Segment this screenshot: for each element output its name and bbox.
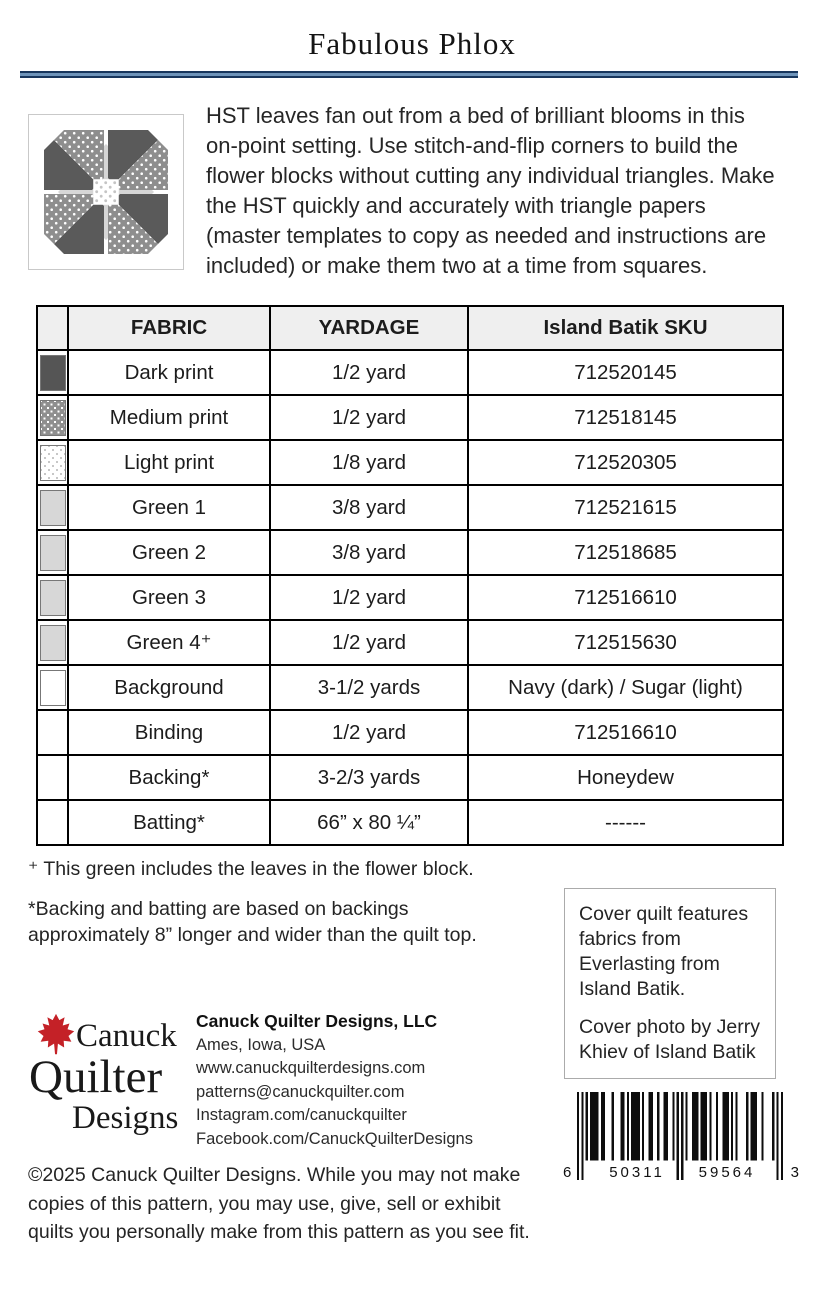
- sku-cell: 712520145: [468, 350, 783, 395]
- yardage-cell: 3-2/3 yards: [270, 755, 468, 800]
- logo-word-canuck: Canuck: [76, 1018, 177, 1054]
- fabric-cell: Dark print: [68, 350, 270, 395]
- barcode-group1: 50311: [598, 1164, 676, 1181]
- sku-cell: 712516610: [468, 710, 783, 755]
- yardage-cell: 66” x 80 ¼”: [270, 800, 468, 845]
- fabric-table: [36, 305, 784, 846]
- swatch-cell: [37, 710, 68, 755]
- fabric-swatch: [40, 670, 66, 706]
- barcode-group2: 59564: [688, 1164, 766, 1181]
- fabric-cell: Batting*: [68, 800, 270, 845]
- table-row: [37, 350, 783, 395]
- title-divider-rule: [20, 71, 798, 79]
- logo-word-quilter: Quilter: [29, 1051, 163, 1103]
- fabric-swatch: [40, 445, 66, 481]
- swatch-cell: [37, 620, 68, 665]
- yardage-cell: 1/2 yard: [270, 350, 468, 395]
- sku-cell: Navy (dark) / Sugar (light): [468, 665, 783, 710]
- sku-cell: 712518685: [468, 530, 783, 575]
- yardage-cell: 1/2 yard: [270, 710, 468, 755]
- swatch-cell: [37, 530, 68, 575]
- sku-cell: 712520305: [468, 440, 783, 485]
- sku-cell: 712516610: [468, 575, 783, 620]
- fabric-cell: Medium print: [68, 395, 270, 440]
- fabric-swatch: [40, 580, 66, 616]
- fabric-cell: Light print: [68, 440, 270, 485]
- fabric-cell: Green 4⁺: [68, 620, 270, 665]
- upc-barcode: [563, 1092, 800, 1188]
- cover-photo-credit: Cover photo by Jerry Khiev of Island Batik: [579, 1016, 760, 1063]
- publisher-email: patterns@canuckquilter.com: [196, 1082, 405, 1101]
- intro-section: [28, 101, 796, 281]
- swatch-cell: [37, 485, 68, 530]
- backing-footnote: *Backing and batting are based on backings approximately 8” longer and wider than the quilt top.: [28, 898, 477, 946]
- yardage-cell: 1/8 yard: [270, 440, 468, 485]
- fabric-cell: Backing*: [68, 755, 270, 800]
- swatch-column-header: [37, 306, 68, 350]
- publisher-block: [28, 1008, 564, 1151]
- fabric-swatch: [40, 535, 66, 571]
- fabric-column-header: FABRIC: [68, 306, 270, 350]
- table-row: [37, 395, 783, 440]
- swatch-cell: [37, 665, 68, 710]
- table-row: [37, 665, 783, 710]
- sku-cell: ------: [468, 800, 783, 845]
- fabric-swatch: [40, 625, 66, 661]
- yardage-cell: 1/2 yard: [270, 395, 468, 440]
- yardage-column-header: YARDAGE: [270, 306, 468, 350]
- publisher-website: www.canuckquilterdesigns.com: [196, 1059, 426, 1077]
- quilt-block-image: [36, 122, 176, 262]
- yardage-cell: 3/8 yard: [270, 530, 468, 575]
- yardage-cell: 1/2 yard: [270, 575, 468, 620]
- logo-word-designs: Designs: [72, 1100, 179, 1136]
- table-row: [37, 755, 783, 800]
- sku-cell: Honeydew: [468, 755, 783, 800]
- cover-note-box: [564, 888, 776, 1079]
- fabric-swatch: [40, 490, 66, 526]
- table-row: [37, 620, 783, 665]
- bottom-section: [28, 856, 800, 1247]
- swatch-cell: [37, 440, 68, 485]
- page-title: Fabulous Phlox: [308, 26, 516, 61]
- publisher-location: Ames, Iowa, USA: [196, 1035, 326, 1054]
- contact-info: [196, 1008, 473, 1151]
- fabric-cell: Green 1: [68, 485, 270, 530]
- yardage-cell: 3-1/2 yards: [270, 665, 468, 710]
- publisher-instagram: Instagram.com/canuckquilter: [196, 1106, 407, 1124]
- publisher-name: Canuck Quilter Designs, LLC: [196, 1011, 438, 1031]
- table-row: [37, 440, 783, 485]
- sku-cell: 712521615: [468, 485, 783, 530]
- fabric-cell: Green 3: [68, 575, 270, 620]
- fabric-swatch: [40, 400, 66, 436]
- sku-column-header: Island Batik SKU: [468, 306, 783, 350]
- intro-description: HST leaves fan out from a bed of brilliant blooms in this on-point setting. Use stitch-and-flip corners to build the flower blocks without cutting any individual triangles. Make the HST quickly and accurately with triangle papers (master templates to copy as needed and instructions are included) or make them two at a time from squares.: [206, 103, 775, 278]
- sku-cell: 712518145: [468, 395, 783, 440]
- copyright-text: ©2025 Canuck Quilter Designs. While you may not make copies of this pattern, you may use, give, sell or exhibit quilts you personally make from this pattern as you see fit.: [28, 1164, 530, 1243]
- barcode-left-digit: 6: [563, 1164, 573, 1181]
- yardage-cell: 3/8 yard: [270, 485, 468, 530]
- fabric-cell: Binding: [68, 710, 270, 755]
- swatch-cell: [37, 800, 68, 845]
- barcode-right-digit: 3: [790, 1164, 800, 1181]
- sku-cell: 712515630: [468, 620, 783, 665]
- table-header-row: [37, 306, 783, 350]
- swatch-cell: [37, 395, 68, 440]
- quilt-block-figure: [28, 114, 184, 270]
- publisher-logo: [28, 1008, 186, 1150]
- pattern-back-page: [0, 26, 824, 1247]
- fabric-swatch: [40, 355, 66, 391]
- table-row: [37, 800, 783, 845]
- table-row: [37, 710, 783, 755]
- publisher-facebook: Facebook.com/CanuckQuilterDesigns: [196, 1129, 473, 1148]
- table-row: [37, 575, 783, 620]
- table-row: [37, 485, 783, 530]
- cover-fabrics-note: Cover quilt features fabrics from Everlasting from Island Batik.: [579, 903, 749, 1000]
- fabric-cell: Background: [68, 665, 270, 710]
- swatch-cell: [37, 755, 68, 800]
- fabric-cell: Green 2: [68, 530, 270, 575]
- green-footnote: ⁺ This green includes the leaves in the flower block.: [28, 858, 474, 880]
- yardage-cell: 1/2 yard: [270, 620, 468, 665]
- swatch-cell: [37, 350, 68, 395]
- swatch-cell: [37, 575, 68, 620]
- table-row: [37, 530, 783, 575]
